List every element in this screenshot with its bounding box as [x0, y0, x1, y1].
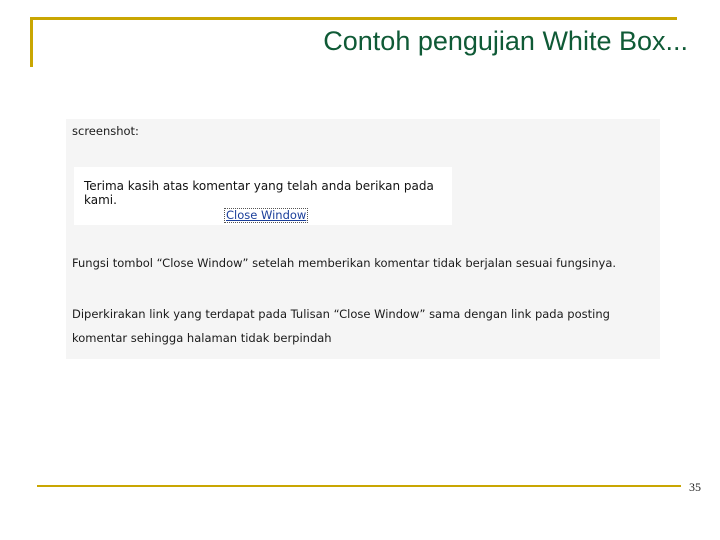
screenshot-image	[66, 119, 660, 359]
close-window-link[interactable]: Close Window	[226, 208, 307, 222]
slide-title: Contoh pengujian White Box...	[323, 26, 688, 56]
finding-text-2: Diperkirakan link yang terdapat pada Tulisan “Close Window” sama dengan link pada posting komentar sehingga halaman tidak berpindah	[72, 307, 610, 345]
thank-you-dialog	[74, 167, 452, 225]
bottom-border-line	[37, 485, 681, 487]
left-border-line	[30, 17, 33, 67]
page-number: 35	[689, 480, 701, 494]
finding-text-1: Fungsi tombol “Close Window” setelah memberikan komentar tidak berjalan sesuai fungsinya.	[72, 256, 617, 270]
top-border-line	[30, 17, 677, 20]
screenshot-label: screenshot:	[72, 124, 139, 138]
dialog-message: Terima kasih atas komentar yang telah anda berikan pada kami.	[84, 179, 434, 207]
